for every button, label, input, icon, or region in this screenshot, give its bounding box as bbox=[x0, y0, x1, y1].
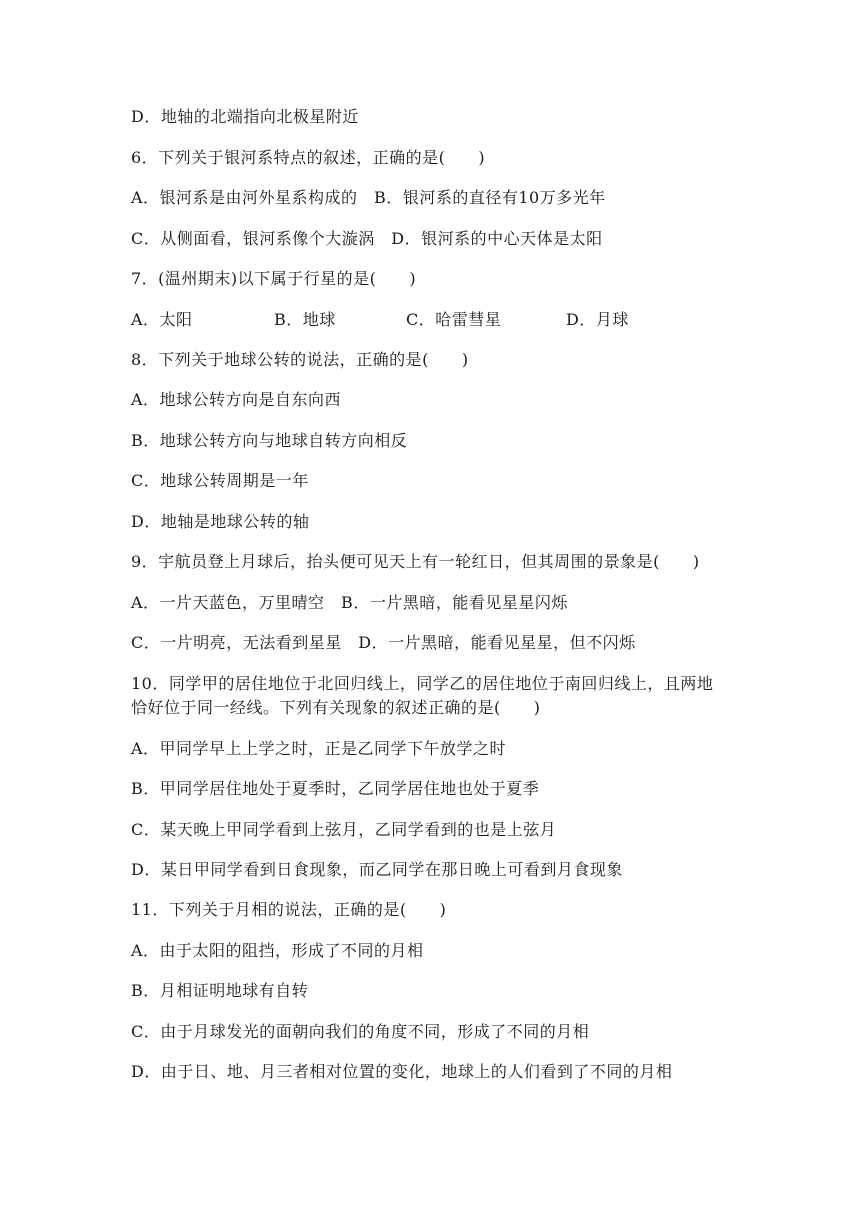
q9-options-cd: C．一片明亮，无法看到星星 D．一片黑暗，能看见星星，但不闪烁 bbox=[131, 633, 636, 652]
q11-option-c: C．由于月球发光的面朝向我们的角度不同，形成了不同的月相 bbox=[131, 1022, 590, 1041]
q5-option-d: D．地轴的北端指向北极星附近 bbox=[131, 107, 359, 126]
q6-options-cd: C．从侧面看，银河系像个大漩涡 D．银河系的中心天体是太阳 bbox=[131, 229, 603, 248]
q11-option-b: B．月相证明地球有自转 bbox=[131, 981, 309, 1000]
q7-options bbox=[131, 310, 731, 330]
q10-stem-line1: 10．同学甲的居住地位于北回归线上，同学乙的居住地位于南回归线上，且两地 bbox=[131, 674, 714, 693]
q7-option-c: C．哈雷彗星 bbox=[406, 310, 502, 329]
q8-option-c: C．地球公转周期是一年 bbox=[131, 471, 309, 490]
q10-option-d: D．某日甲同学看到日食现象，而乙同学在那日晚上可看到月食现象 bbox=[131, 860, 623, 879]
q10-option-b: B．甲同学居住地处于夏季时，乙同学居住地也处于夏季 bbox=[131, 779, 540, 798]
q7-option-a: A．太阳 bbox=[131, 310, 193, 329]
q7-option-b: B．地球 bbox=[274, 310, 336, 329]
q7-stem: 7．(温州期末)以下属于行星的是( ) bbox=[131, 269, 417, 288]
q10-option-a: A．甲同学早上上学之时，正是乙同学下午放学之时 bbox=[131, 739, 507, 758]
q7-option-d: D．月球 bbox=[566, 310, 629, 329]
q10-stem-line2: 恰好位于同一经线。下列有关现象的叙述正确的是( ) bbox=[131, 698, 541, 717]
q8-stem: 8．下列关于地球公转的说法，正确的是( ) bbox=[131, 350, 469, 369]
q6-stem: 6．下列关于银河系特点的叙述，正确的是( ) bbox=[131, 148, 486, 167]
q8-option-d: D．地轴是地球公转的轴 bbox=[131, 512, 310, 531]
q8-option-b: B．地球公转方向与地球自转方向相反 bbox=[131, 431, 408, 450]
q9-stem: 9．宇航员登上月球后，抬头便可见天上有一轮红日，但其周围的景象是( ) bbox=[131, 552, 700, 571]
q9-options-ab: A．一片天蓝色，万里晴空 B．一片黑暗，能看见星星闪烁 bbox=[131, 593, 568, 612]
q11-option-d: D．由于日、地、月三者相对位置的变化，地球上的人们看到了不同的月相 bbox=[131, 1062, 673, 1081]
q6-options-ab: A．银河系是由河外星系构成的 B．银河系的直径有10万多光年 bbox=[131, 188, 606, 207]
q10-option-c: C．某天晚上甲同学看到上弦月，乙同学看到的也是上弦月 bbox=[131, 820, 557, 839]
q11-stem: 11．下列关于月相的说法，正确的是( ) bbox=[131, 900, 447, 919]
q11-option-a: A．由于太阳的阻挡，形成了不同的月相 bbox=[131, 941, 424, 960]
q8-option-a: A．地球公转方向是自东向西 bbox=[131, 390, 342, 409]
